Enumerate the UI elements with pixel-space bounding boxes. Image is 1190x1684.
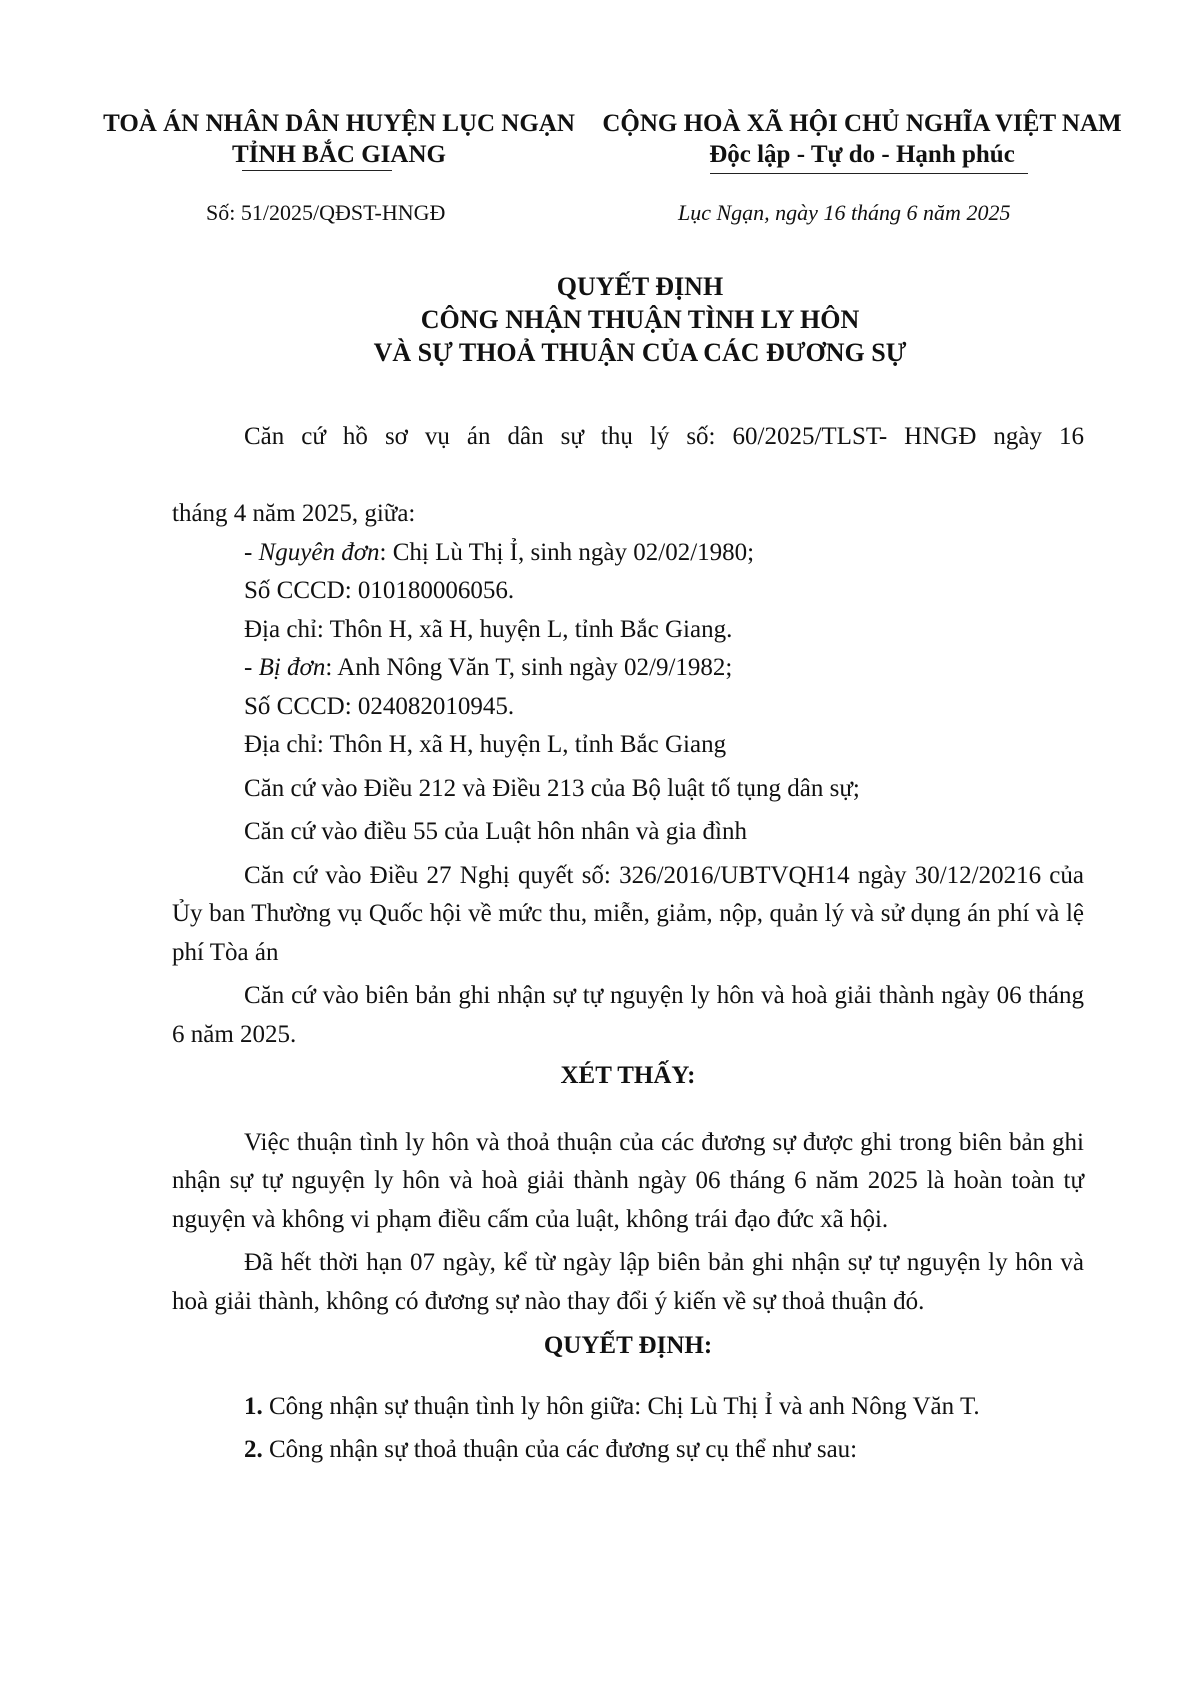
- decision-item-2-text: Công nhận sự thoả thuận của các đương sự cụ thể như sau:: [262, 1436, 858, 1463]
- plaintiff-id: Số CCCD: 010180006056.: [244, 577, 515, 604]
- title-line-1: QUYẾT ĐỊNH: [556, 272, 724, 301]
- findings-paragraph-2: Đã hết thời hạn 07 ngày, kể từ ngày lập biên bản ghi nhận sự tự nguyện ly hôn và hoà giải thành, không có đương sự nào thay đổi ý kiến về sự thoả thuận đó.: [172, 1249, 1084, 1315]
- legal-basis-family-law: Căn cứ vào điều 55 của Luật hôn nhân và gia đình: [244, 818, 747, 845]
- plaintiff-address: Địa chỉ: Thôn H, xã H, huyện L, tỉnh Bắc Giang.: [244, 615, 733, 643]
- title-line-2: CÔNG NHẬN THUẬN TÌNH LY HÔN: [420, 305, 860, 334]
- legal-basis-reconciliation-record: Căn cứ vào biên bản ghi nhận sự tự nguyện ly hôn và hoà giải thành ngày 06 tháng 6 năm 2025.: [172, 982, 1084, 1048]
- court-province: TỈNH BẮC GIANG: [232, 141, 446, 168]
- defendant-id: Số CCCD: 024082010945.: [244, 692, 515, 720]
- nation-name: CỘNG HOÀ XÃ HỘI CHỦ NGHĨA VIỆT NAM: [602, 110, 1122, 137]
- document-number: Số: 51/2025/QĐST-HNGĐ: [206, 200, 446, 225]
- decision-heading: QUYẾT ĐỊNH:: [543, 1332, 713, 1359]
- decision-item-1-number: 1.: [244, 1392, 263, 1420]
- title-line-3: VÀ SỰ THOẢ THUẬN CỦA CÁC ĐƯƠNG SỰ: [373, 338, 907, 367]
- defendant-line: - Bị đơn: Anh Nông Văn T, sinh ngày 02/9/1982;: [244, 654, 733, 681]
- plaintiff-details: : Chị Lù Thị Ỉ, sinh ngày 02/02/1980;: [379, 538, 755, 566]
- national-header: [598, 108, 1126, 170]
- decision-item-1-text: Công nhận sự thuận tình ly hôn giữa: Chị Lù Thị Ỉ và anh Nông Văn T.: [262, 1392, 980, 1420]
- national-motto-underline: [710, 173, 1028, 174]
- decision-item-2-number: 2.: [244, 1436, 263, 1463]
- national-motto: Độc lập - Tự do - Hạnh phúc: [709, 141, 1015, 168]
- defendant-details: : Anh Nông Văn T, sinh ngày 02/9/1982;: [325, 654, 733, 681]
- court-header: [100, 108, 578, 170]
- court-name: TOÀ ÁN NHÂN DÂN HUYỆN LỤC NGẠN: [103, 110, 575, 137]
- decision-item-2: [172, 1431, 1084, 1470]
- findings-paragraph-1: Việc thuận tình ly hôn và thoả thuận của các đương sự được ghi trong biên bản ghi nhận sự tự nguyện ly hôn và hoà giải thành ngày 06 tháng 6 năm 2025 là hoàn toàn tự nguyện và không vi phạm điều cấm của luật, không trái đạo đức xã hội.: [172, 1128, 1084, 1233]
- court-header-underline: [242, 170, 392, 171]
- plaintiff-role: Nguyên đơn: [258, 538, 380, 566]
- findings-heading: XÉT THẤY:: [560, 1062, 696, 1089]
- place-date: Lục Ngạn, ngày 16 tháng 6 năm 2025: [678, 200, 1011, 225]
- document-body: [172, 418, 1084, 1470]
- defendant-role: Bị đơn: [258, 654, 326, 681]
- decision-item-1: [172, 1388, 1084, 1427]
- legal-basis-civil-procedure: Căn cứ vào Điều 212 và Điều 213 của Bộ luật tố tụng dân sự;: [244, 774, 860, 802]
- case-file-basis-line-1: Căn cứ hồ sơ vụ án dân sự thụ lý số: 60/2025/TLST- HNGĐ ngày 16: [244, 423, 1084, 450]
- plaintiff-line: - Nguyên đơn: Chị Lù Thị Ỉ, sinh ngày 02/02/1980;: [244, 538, 755, 566]
- case-file-basis-line-2: tháng 4 năm 2025, giữa:: [172, 500, 416, 527]
- legal-basis-court-fees: Căn cứ vào Điều 27 Nghị quyết số: 326/2016/UBTVQH14 ngày 30/12/20216 của Ủy ban Thường vụ Quốc hội về mức thu, miễn, giảm, nộp, quản lý và sử dụng án phí và lệ phí Tòa án: [172, 861, 1084, 966]
- defendant-address: Địa chỉ: Thôn H, xã H, huyện L, tỉnh Bắc Giang: [244, 731, 727, 758]
- document-title: [150, 270, 1130, 369]
